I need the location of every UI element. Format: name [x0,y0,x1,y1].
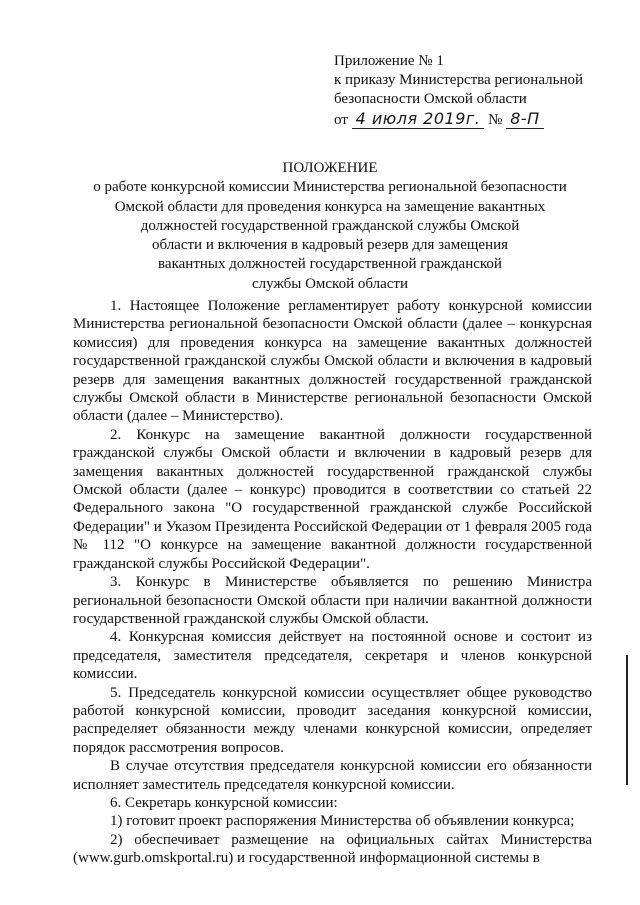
paragraph: 1. Настоящее Положение регламентирует работу конкурсной комиссии Министерства региональной безопасности Омской области (далее – конкурсная комиссия) для проведения конкурса на замещение вакантных должностей государственной гражданской службы Омской области и включения в кадровый резерв для замещения вакантных должностей государственной гражданской службы Омской области в Министерстве региональной безопасности Омской области (далее – Министерство). [73,298,592,425]
scan-edge-mark [626,655,628,785]
title-line: о работе конкурсной комиссии Министерства региональной безопасности [93,179,567,196]
title-line: должностей государственной гражданской службы Омской [140,217,520,234]
paragraph: 6. Секретарь конкурсной комиссии: [110,794,338,811]
document-body [73,297,592,868]
paragraph: 2. Конкурс на замещение вакантной должности государственной гражданской службы Омской области и включении в кадровый резерв для замещения вакантных должностей государственной гражданской службы Омской области (далее – конкурс) проводится в соответствии со статьей 22 Федерального закона "О государственной гражданской службе Российской Федерации" и Указом Президента Российской Федерации от 1 февраля 2005 года № 112 "О конкурсе на замещение вакантной должности государственной гражданской службы Российской Федерации". [73,426,592,572]
title-line: вакантных должностей государственной гражданской [158,256,502,273]
handwritten-date: 4 июля 2019г. [352,109,485,129]
title-line: службы Омской области [252,275,408,292]
date-prefix: от [334,112,348,128]
appendix-line-2: к приказу Министерства региональной [334,72,584,88]
title-line: Омской области для проведения конкурса на замещение вакантных [114,198,546,215]
handwritten-number: 8-П [506,109,543,129]
appendix-header [334,52,583,130]
number-prefix: № [488,112,503,128]
title-line: области и включения в кадровый резерв для замещения [151,237,509,254]
appendix-line-3: безопасности Омской области [334,91,527,107]
document-title [60,159,600,294]
appendix-date-line [334,109,583,130]
paragraph: 2) обеспечивает размещение на официальных сайтах Министерства (www.gurb.omskportal.ru) и государственной информационной системы в [73,831,592,867]
paragraph: 1) готовит проект распоряжения Министерства об объявлении конкурса; [110,813,575,830]
paragraph: 5. Председатель конкурсной комиссии осуществляет общее руководство работой конкурсной комиссии, проводит заседания конкурсной комиссии, распределяет обязанности между членами конкурсной комиссии, определяет порядок рассмотрения вопросов. [73,684,592,756]
appendix-line-1: Приложение № 1 [334,53,444,69]
title-heading: ПОЛОЖЕНИЕ [282,160,378,176]
paragraph: 4. Конкурсная комиссия действует на постоянной основе и состоит из председателя, заместителя председателя, секретаря и членов конкурсной комиссии. [73,629,592,683]
paragraph: 3. Конкурс в Министерстве объявляется по решению Министра региональной безопасности Омской области при наличии вакантной должности государственной гражданской службы Омской области. [73,574,592,627]
paragraph: В случае отсутствия председателя конкурсной комиссии его обязанности исполняет заместитель председателя конкурсной комиссии. [73,758,592,793]
